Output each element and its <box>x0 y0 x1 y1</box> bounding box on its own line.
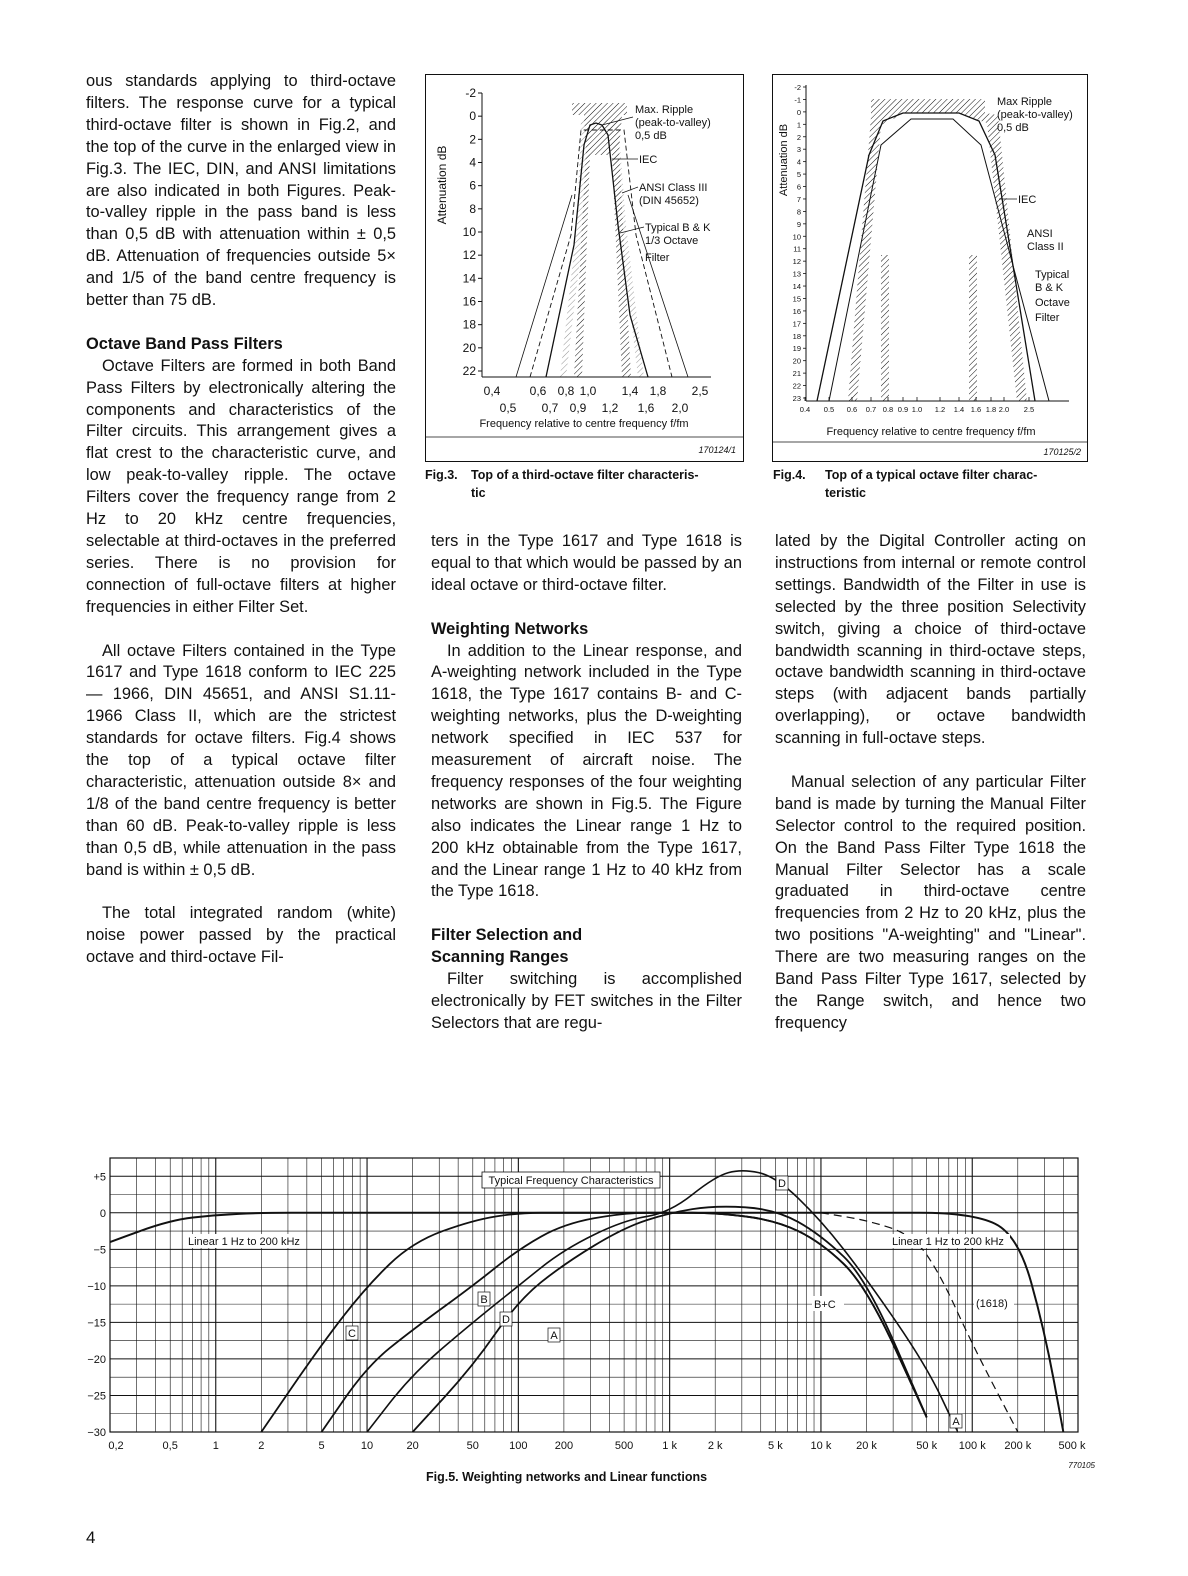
section-heading-weighting: Weighting Networks <box>431 619 589 638</box>
fig3-xtick-label: 1,0 <box>579 384 597 398</box>
fig4-ytick-label: 12 <box>792 257 801 267</box>
fig3-ytick-label: 2 <box>469 132 476 147</box>
fig4-ytick-label: 2 <box>796 132 801 142</box>
fig3-ytick-label: 0 <box>469 109 476 124</box>
caption-text: tic <box>471 486 486 500</box>
fig4-ytick-label: 3 <box>796 145 801 155</box>
fig5-linear-right-label: Linear 1 Hz to 200 kHz <box>892 1236 1004 1248</box>
fig5-xtick-label: 10 <box>360 1440 374 1452</box>
fig4-ytick-label: 20 <box>792 356 801 366</box>
fig4-label: B & K <box>1035 282 1064 294</box>
fig3-ytick-label: 18 <box>462 317 476 332</box>
fig4-label: Max Ripple <box>997 96 1053 108</box>
fig4-ytick-label: 14 <box>792 282 801 292</box>
fig5-title: Typical Frequency Characteristics <box>488 1175 654 1187</box>
fig5-xtick-label: 5 k <box>768 1440 783 1452</box>
fig3-xtick-label: 0,5 <box>499 401 517 415</box>
fig4-ytick-label: 8 <box>796 207 801 217</box>
heading-line: Scanning Ranges <box>431 948 569 967</box>
fig4-xtick-label: 1.6 <box>970 405 982 414</box>
fig5-xtick-label: 500 <box>614 1440 634 1452</box>
section-heading-filter-selection <box>431 925 742 969</box>
fig3-label: Max. Ripple <box>635 104 694 116</box>
fig4-label: Class II <box>1027 241 1064 253</box>
fig5-ytick-label: −25 <box>87 1390 106 1403</box>
fig3-xtick-label: 1,2 <box>601 401 619 415</box>
fig3-ytick-label: 16 <box>462 294 476 309</box>
fig3-ytick-label: 14 <box>462 271 476 286</box>
figure-5-chart <box>70 1150 1110 1490</box>
fig4-ref: 170125/2 <box>1043 447 1081 457</box>
fig4-label: Filter <box>1035 312 1060 324</box>
fig3-typical-curve <box>546 123 648 377</box>
fig5-curve-label-b: B <box>480 1294 488 1306</box>
fig3-ytick-label: 6 <box>469 178 476 193</box>
fig5-ytick-label: −20 <box>87 1353 106 1366</box>
fig4-ytick-label: 23 <box>792 394 801 403</box>
fig5-xtick-label: 200 k <box>1004 1440 1032 1452</box>
fig4-label: IEC <box>1018 194 1037 206</box>
fig4-mask-bar <box>969 255 977 401</box>
fig5-xtick-label: 1 k <box>662 1440 677 1452</box>
fig4-ytick-label: 9 <box>796 219 801 229</box>
fig4-ytick-label: 16 <box>792 306 801 316</box>
fig4-ytick-label: 18 <box>792 331 801 341</box>
fig4-ytick-label: -1 <box>794 95 801 105</box>
fig5-ytick-label: 0 <box>99 1207 106 1220</box>
fig4-xtick-label: 2.5 <box>1023 405 1035 414</box>
caption-number: Fig.4. <box>773 468 806 482</box>
fig3-label: IEC <box>639 154 658 166</box>
fig3-ylabel: Attenuation dB <box>435 145 449 225</box>
fig5-ytick-label: −10 <box>87 1280 106 1293</box>
fig4-ytick-label: 7 <box>796 194 801 204</box>
fig5-xtick-label: 2 <box>258 1440 265 1452</box>
fig3-xtick-label: 1,4 <box>621 384 639 398</box>
fig3-plot <box>426 75 743 461</box>
paragraph: lated by the Digital Controller acting on instructions from internal or remote control settings. Bandwidth of the Filter in use is selected by the three position Selectivity switch, giving a choice of third-octave bandwidth scanning in third-octave steps, octave bandwidth scanning in third-octave steps (with adjacent bands partially overlapping), or octave bandwidth scanning in full-octave steps. <box>775 532 1086 748</box>
fig4-xtick-label: 0.5 <box>823 405 835 414</box>
figure-4 <box>772 74 1088 462</box>
fig3-caption <box>425 466 745 502</box>
fig3-xtick-label: 0,9 <box>569 401 587 415</box>
fig3-ytick-label: 22 <box>462 364 476 378</box>
fig4-iec-mask <box>848 99 1027 401</box>
fig5-xtick-label: 50 k <box>916 1440 938 1452</box>
fig5-xtick-label: 1 <box>212 1440 219 1452</box>
fig5-xtick-label: 100 <box>509 1440 528 1452</box>
fig5-ytick-label: −15 <box>87 1317 106 1330</box>
fig3-xtick-label: 1,6 <box>637 401 655 415</box>
fig5-ytick-label: +5 <box>93 1171 106 1184</box>
fig3-xlabel: Frequency relative to centre frequency f/fm <box>479 418 689 430</box>
text-column-3 <box>775 531 1086 1035</box>
fig3-label: 0,5 dB <box>635 130 667 142</box>
fig3-label: ANSI Class III <box>639 182 708 194</box>
fig5-xtick-label: 20 k <box>856 1440 877 1452</box>
paragraph: All octave Filters contained in the Type 1617 and Type 1618 conform to IEC 225 — 1966, DIN 45651, and ANSI S1.11-1966 Class II, which are the strictest standards for octave filters. Fig.4 shows the top of a typical octave filter characteristic, attenuation outside 8× and 1/8 of the band centre frequency is better than 60 dB. Peak-to-valley ripple is less than 0,5 dB, while attenuation in the pass band is within ± 0,5 dB. <box>86 641 396 879</box>
fig5-curve-label-a: A <box>550 1330 558 1342</box>
fig4-xlabel: Frequency relative to centre frequency f/fm <box>826 426 1036 438</box>
text-column-2 <box>431 531 742 1035</box>
fig3-ytick-label: 8 <box>469 201 476 216</box>
fig4-ytick-label: 17 <box>792 319 801 329</box>
caption-text: Top of a third-octave filter characteris- <box>471 468 699 482</box>
fig4-xtick-label: 2.0 <box>998 405 1010 414</box>
fig4-xtick-label: 0.6 <box>846 405 858 414</box>
fig4-plot <box>773 75 1087 461</box>
fig5-curve-label-d-peak: D <box>778 1178 786 1190</box>
fig4-label: Octave <box>1035 297 1070 309</box>
fig5-xtick-label: 2 k <box>707 1440 723 1452</box>
paragraph: Octave Filters are formed in both Band Pass Filters by electronically altering the components and characteristics of the Filter circuits. This arrangement gives a flat crest to the characteristic curve, and low peak-to-valley ripple. The octave Filters cover the frequency range from 2 Hz to 20 kHz centre frequencies, selectable at third-octaves in the preferred series. There is no provision for connection of full-octave filters at higher frequencies in either Filter Set. <box>86 356 396 616</box>
fig4-ytick-label: 13 <box>792 269 801 279</box>
caption-text: teristic <box>825 486 866 500</box>
fig5-ref: 770105 <box>1068 1461 1095 1470</box>
fig3-xtick-label: 2,5 <box>691 384 709 398</box>
fig5-ytick-label: −5 <box>93 1244 106 1257</box>
fig4-ytick-label: 6 <box>796 182 801 192</box>
fig4-ytick-label: 15 <box>792 294 801 304</box>
fig3-xtick-label: 0,6 <box>529 384 547 398</box>
fig4-xtick-label: 0.7 <box>865 405 877 414</box>
fig3-label: (DIN 45652) <box>639 195 699 207</box>
fig4-xtick-label: 1.0 <box>911 405 923 414</box>
fig5-curve-label-d: D <box>502 1314 510 1326</box>
page-number: 4 <box>86 1528 96 1547</box>
fig5-xtick-label: 0,5 <box>162 1440 178 1452</box>
figure-3 <box>425 74 744 462</box>
fig4-caption <box>773 466 1093 502</box>
fig5-xtick-label: 50 <box>466 1440 479 1452</box>
fig4-xtick-label: 1.8 <box>985 405 997 414</box>
fig5-xtick-label: 100 k <box>958 1440 986 1452</box>
fig4-ytick-label: 22 <box>792 381 801 391</box>
fig4-label: (peak-to-valley) <box>997 109 1073 121</box>
fig3-label: 1/3 Octave <box>645 235 699 247</box>
fig4-ytick-label: 21 <box>792 369 801 379</box>
fig5-xtick-label: 200 <box>554 1440 574 1452</box>
fig4-label: ANSI <box>1027 228 1053 240</box>
fig4-ytick-label: 11 <box>793 244 801 254</box>
fig4-xtick-label: 0.8 <box>882 405 894 414</box>
fig4-ylabel: Attenuation dB <box>778 123 790 197</box>
fig3-label: Typical B & K <box>645 222 711 234</box>
paragraph: In addition to the Linear response, and A-weighting network included in the Type 1618, the Type 1617 contains B- and C-weighting networks, plus the D-weighting network specified in IEC 537 for measurement of aircraft noise. The frequency responses of the four weighting networks are shown in Fig.5. The Figure also indicates the Linear range 1 Hz to 200 kHz obtainable from the Type 1617, and the Linear range 1 Hz to 40 kHz from the Type 1618. <box>431 641 742 901</box>
fig4-ytick-label: 5 <box>796 170 801 180</box>
fig4-ytick-label: 4 <box>796 157 801 167</box>
caption-text: Top of a typical octave filter charac- <box>825 468 1038 482</box>
fig3-xtick-label: 0,7 <box>541 401 559 415</box>
fig3-ytick-label: 4 <box>469 155 476 170</box>
text-column-1 <box>86 71 396 969</box>
paragraph: Manual selection of any particular Filter band is made by turning the Manual Filter Selector control to the required position. On the Band Pass Filter Type 1618 the Manual Filter Selector has a scale graduated in third-octave centre frequencies from 2 Hz to 20 kHz, plus the two positions "A-weighting" and "Linear". There are two measuring ranges on the Band Pass Filter Type 1617, selected by the Range switch, and hence two frequency <box>775 772 1086 1032</box>
fig5-caption: Fig.5. Weighting networks and Linear functions <box>426 1470 708 1484</box>
fig3-ytick-label: 10 <box>462 225 476 239</box>
fig5-curve-label-a-end: A <box>952 1416 960 1428</box>
fig3-xtick-label: 2,0 <box>671 401 689 415</box>
fig4-ytick-label: 10 <box>792 232 801 242</box>
fig4-ytick-label: 0 <box>796 107 801 117</box>
fig3-ytick-label: 12 <box>462 248 476 263</box>
fig3-xtick-label: 1,8 <box>649 384 667 398</box>
paragraph: ters in the Type 1617 and Type 1618 is equal to that which would be passed by an ideal octave or third-octave filter. <box>431 532 742 594</box>
paragraph: Filter switching is accomplished electronically by FET switches in the Filter Selectors that are regu- <box>431 970 742 1032</box>
fig3-ytick-label: -2 <box>465 86 476 100</box>
fig4-xtick-label: 0.4 <box>799 405 811 414</box>
fig3-ref: 170124/1 <box>698 445 736 455</box>
fig5-xtick-label: 0,2 <box>108 1440 124 1452</box>
fig5-frame <box>110 1158 1078 1432</box>
fig5-xtick-label: 500 k <box>1058 1440 1086 1452</box>
fig4-xtick-label: 0.9 <box>897 405 909 414</box>
heading-line: Filter Selection and <box>431 926 583 945</box>
fig5-ytick-label: −30 <box>87 1427 106 1439</box>
fig3-label: (peak-to-valley) <box>635 117 711 129</box>
caption-number: Fig.3. <box>425 468 458 482</box>
fig3-xtick-label: 0,4 <box>483 384 501 398</box>
fig5-linear-left-label: Linear 1 Hz to 200 kHz <box>188 1236 300 1248</box>
fig5-bc-label: B+C <box>814 1299 836 1311</box>
fig5-curve-d <box>367 1171 958 1432</box>
fig4-label: Typical <box>1035 269 1070 281</box>
fig4-mask-bar <box>881 255 889 401</box>
section-heading-octave: Octave Band Pass Filters <box>86 334 283 353</box>
fig4-xtick-label: 1.4 <box>953 405 965 414</box>
fig4-xtick-label: 1.2 <box>934 405 946 414</box>
fig4-ytick-label: 19 <box>792 344 801 354</box>
fig4-ytick-label: -2 <box>794 83 801 92</box>
fig5-xtick-label: 10 k <box>810 1440 832 1452</box>
fig5-xtick-label: 20 <box>406 1440 419 1452</box>
fig5-xtick-label: 5 <box>318 1440 325 1452</box>
fig3-label: Filter <box>645 252 670 264</box>
paragraph: ous standards applying to third-octave filters. The response curve for a typical third-octave filter is shown in Fig.2, and the top of the curve in the enlarged view in Fig.3. The IEC, DIN, and ANSI limitations are also indicated in both Figures. Peak-to-valley ripple in the pass band is less than 0,5 dB with attenuation within ± 0,5 dB. Attenuation of frequencies outside 5× and 1/5 of the band centre frequency is better than 75 dB. <box>86 72 396 310</box>
fig4-ytick-label: 1 <box>796 120 801 130</box>
fig3-xtick-label: 0,8 <box>557 384 575 398</box>
fig4-label: 0,5 dB <box>997 122 1029 134</box>
fig5-1618-label: (1618) <box>976 1298 1008 1310</box>
fig3-ytick-label: 20 <box>462 340 476 355</box>
fig5-curve-label-c: C <box>348 1328 356 1340</box>
paragraph: The total integrated random (white) noise power passed by the practical octave and third-octave Fil- <box>86 904 396 967</box>
